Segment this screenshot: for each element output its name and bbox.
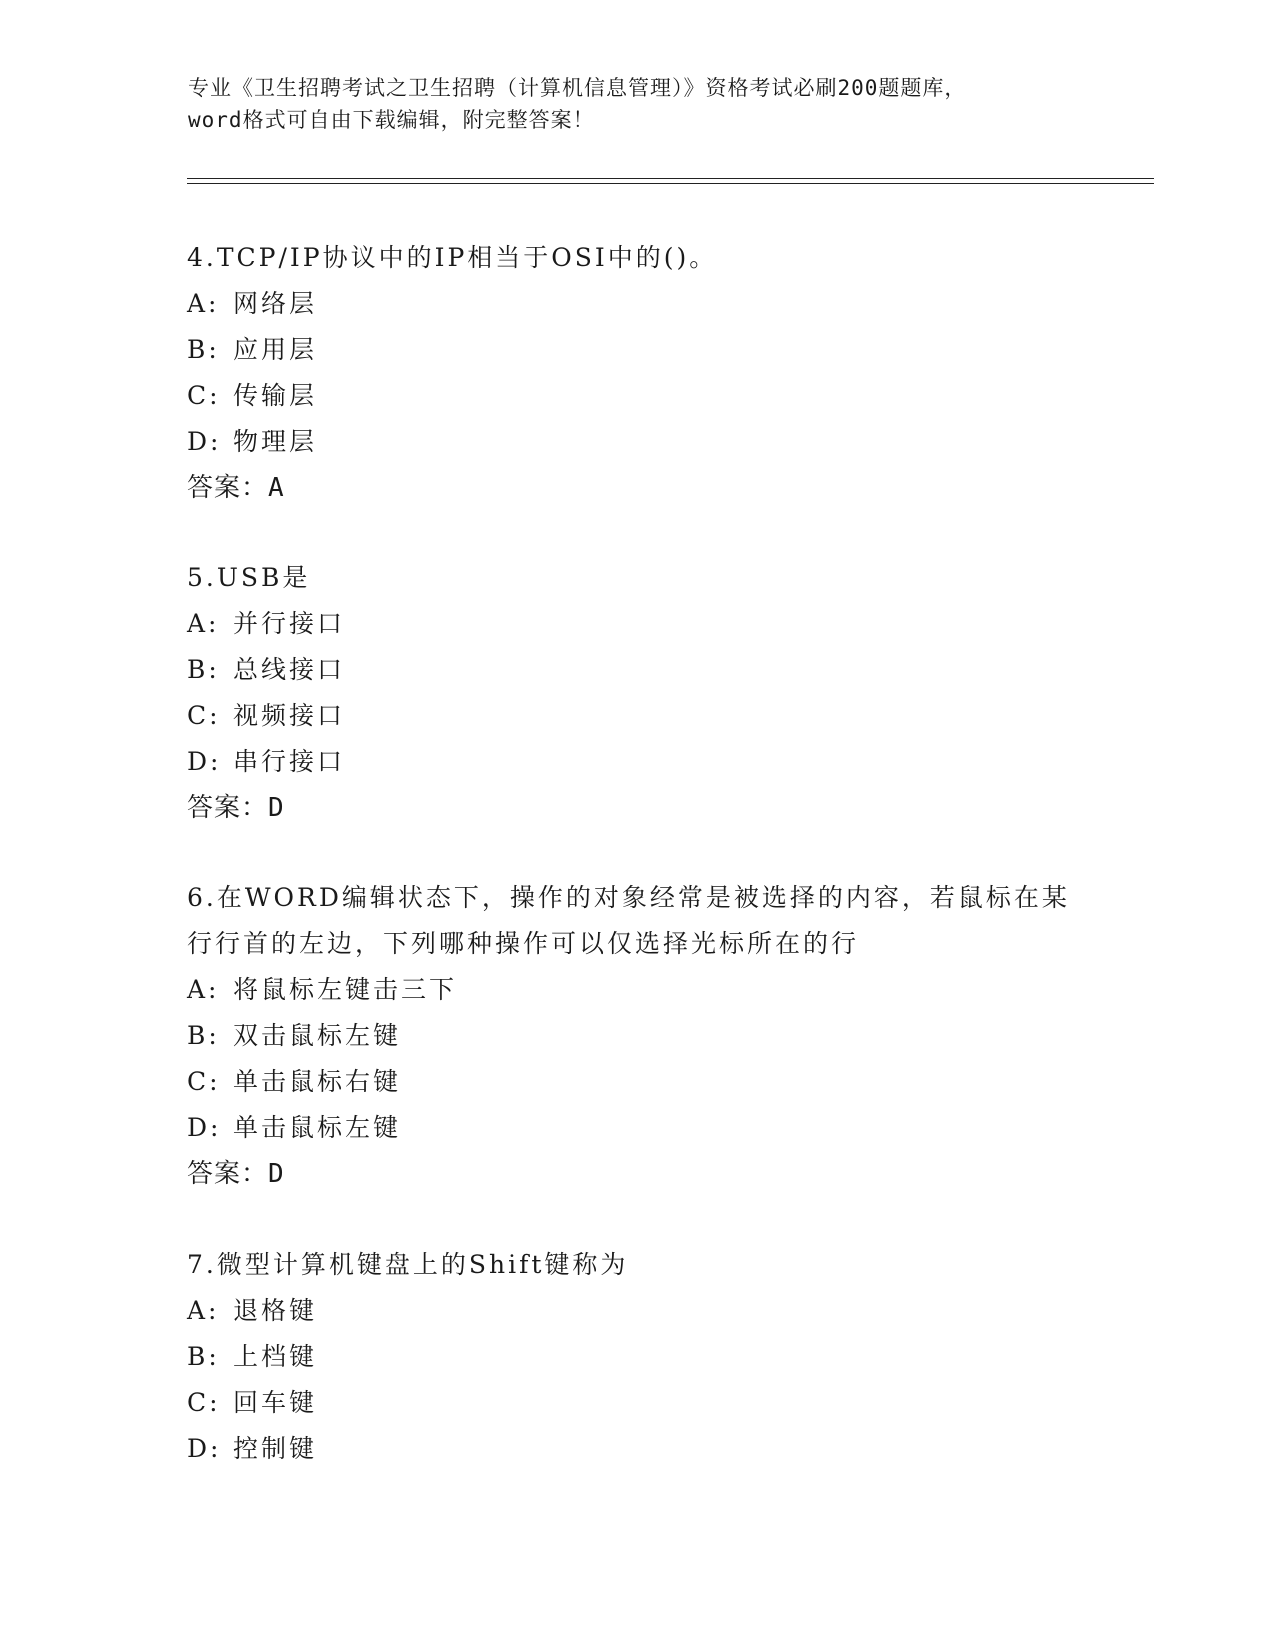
answer-line: 答案：D [187,793,285,823]
option-text: 总线接口 [233,655,346,684]
question-4 [187,235,1107,511]
question-6 [187,875,1107,1197]
option-d [187,1426,1107,1472]
answer-line: 答案：A [187,473,285,503]
option-text: 串行接口 [233,747,346,776]
question-stem: 4.TCP/IP协议中的IP相当于OSI中的()。 [187,243,718,272]
question-stem-continued: 行行首的左边，下列哪种操作可以仅选择光标所在的行 [187,929,860,958]
header-line-1: 专业《卫生招聘考试之卫生招聘（计算机信息管理）》资格考试必刷200题题库， [188,76,967,100]
option-d [187,1105,1107,1151]
option-letter: C: [187,701,221,730]
option-text: 物理层 [233,427,318,456]
option-d [187,419,1107,465]
option-b [187,1334,1107,1380]
option-text: 传输层 [233,381,318,410]
option-b [187,1013,1107,1059]
option-letter: D: [187,427,222,456]
option-text: 网络层 [233,289,318,318]
option-letter: B: [187,655,220,684]
option-letter: A: [187,289,220,318]
option-letter: D: [187,747,222,776]
option-text: 单击鼠标右键 [233,1067,402,1096]
option-letter: B: [187,335,220,364]
option-b [187,647,1107,693]
option-letter: C: [187,1067,221,1096]
option-a [187,967,1107,1013]
question-stem: 7.微型计算机键盘上的Shift键称为 [187,1250,629,1279]
option-text: 回车键 [233,1388,318,1417]
option-a [187,1288,1107,1334]
option-text: 应用层 [233,335,318,364]
option-letter: A: [187,609,220,638]
header-line-2: word格式可自由下载编辑，附完整答案！ [188,108,595,132]
header-divider-top [187,178,1154,179]
question-7 [187,1242,1107,1472]
option-letter: A: [187,975,220,1004]
option-d [187,739,1107,785]
option-letter: C: [187,1388,221,1417]
option-c [187,1380,1107,1426]
option-letter: D: [187,1434,222,1463]
option-text: 单击鼠标左键 [233,1113,402,1142]
option-text: 并行接口 [233,609,346,638]
document-header [188,72,1088,136]
question-5 [187,555,1107,831]
option-letter: D: [187,1113,222,1142]
option-text: 双击鼠标左键 [233,1021,402,1050]
option-c [187,1059,1107,1105]
option-a [187,281,1107,327]
option-letter: C: [187,381,221,410]
option-c [187,373,1107,419]
option-a [187,601,1107,647]
option-text: 退格键 [233,1296,318,1325]
option-text: 上档键 [233,1342,318,1371]
option-text: 将鼠标左键击三下 [233,975,458,1004]
header-divider-bottom [187,183,1154,184]
option-text: 控制键 [233,1434,318,1463]
option-c [187,693,1107,739]
option-b [187,327,1107,373]
option-letter: B: [187,1342,220,1371]
option-text: 视频接口 [233,701,346,730]
answer-line: 答案：D [187,1159,285,1189]
question-stem: 5.USB是 [187,563,311,592]
option-letter: A: [187,1296,220,1325]
option-letter: B: [187,1021,220,1050]
question-stem: 6.在WORD编辑状态下，操作的对象经常是被选择的内容，若鼠标在某 [187,883,1070,912]
